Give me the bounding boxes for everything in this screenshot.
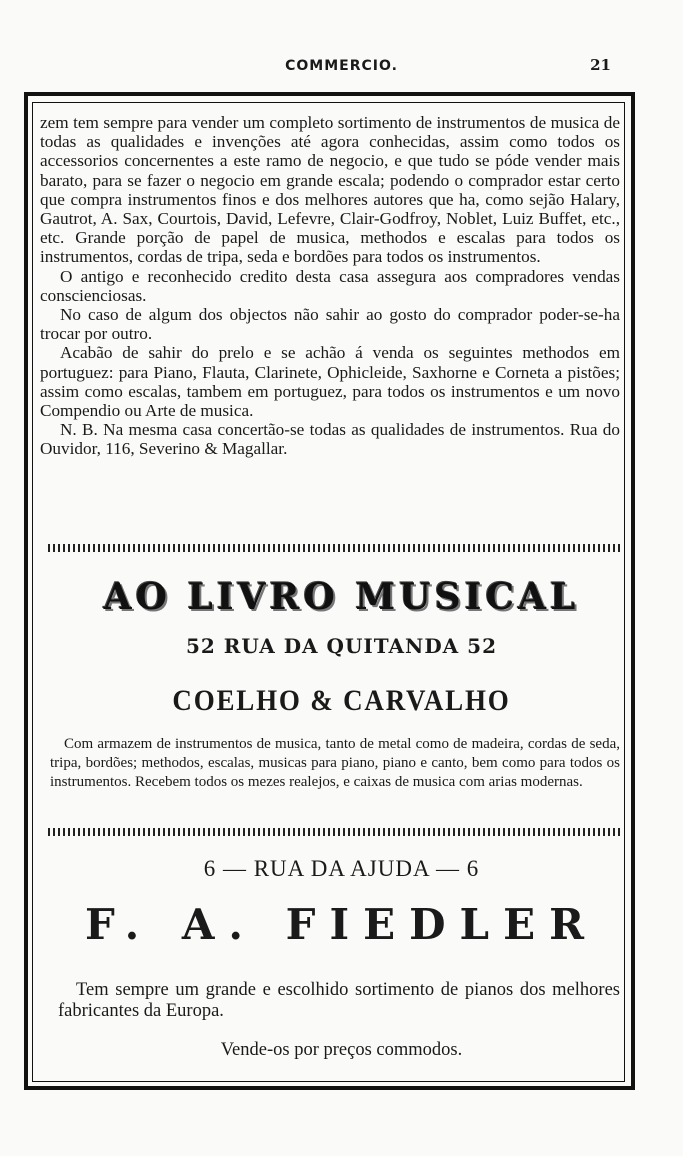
ad1-paragraph: zem tem sempre para vender um completo sortimento de instrumentos de musica de todas as qualidades e invenções até agora conhecidas, assim como todos os accessorios concernentes a este ramo de negocio, e que tudo se póde vender mais barato, para se fazer o negocio em grande escala; podendo o comprador estar certo que compra instrumentos finos e dos melhores autores que ha, como sejão Halary, Gautrot, A. Sax, Courtois, David, Lefevre, Clair-Godfroy, Noblet, Luiz Buffet, etc., etc. Grande porção de papel de musica, methodos e escalas para todos os instrumentos, cordas de tripa, seda e bordões para todos os instrumentos. bbox=[40, 113, 620, 267]
ad1-paragraph: No caso de algum dos objectos não sahir ao gosto do comprador poder-se-ha trocar por outro. bbox=[40, 305, 620, 344]
ad2-address: 52 RUA DA QUITANDA 52 bbox=[185, 634, 497, 658]
running-title: COMMERCIO. bbox=[285, 58, 398, 74]
ad1-paragraph: Acabão de sahir do prelo e se achão á venda os seguintes methodos em portuguez: para Piano, Flauta, Clarinete, Ophicleide, Saxhorne e Corneta a pistões; assim como escalas, tambem em portuguez, para todos os instrumentos e um novo Compendio ou Arte de musica. bbox=[40, 343, 620, 421]
advertisement-instruments-store bbox=[40, 113, 620, 459]
ad2-body bbox=[50, 735, 620, 792]
page-header bbox=[0, 56, 683, 80]
ad3-body bbox=[58, 980, 620, 1022]
ad2-body-text: Com armazem de instrumentos de musica, tanto de metal como de madeira, cordas de seda, tripa, bordões; methodos, escalas, musicas para piano, piano e canto, bem como para todos os instrumentos. Recebem todos os mezes realejos, e caixas de musica com arias modernas. bbox=[50, 736, 620, 790]
ad3-body-text: Tem sempre um grande e escolhido sortimento de pianos dos melhores fabricantes da Europa. bbox=[58, 980, 620, 1021]
ad1-paragraph: O antigo e reconhecido credito desta casa assegura aos compradores vendas conscienciosas. bbox=[40, 266, 620, 305]
ad3-address: 6 — RUA DA AJUDA — 6 bbox=[203, 856, 480, 881]
ad2-title: AO LIVRO MUSICAL bbox=[103, 576, 580, 618]
ad2-business-name: COELHO & CARVALHO bbox=[172, 684, 511, 717]
ad1-paragraph-nota-bene: N. B. Na mesma casa concertão-se todas as qualidades de instrumentos. Rua do Ouvidor, 116, Severino & Magallar. bbox=[40, 420, 620, 459]
ad3-footer: Vende-os por preços commodos. bbox=[220, 1040, 463, 1060]
ornamental-divider bbox=[48, 828, 620, 836]
ornamental-divider bbox=[48, 544, 620, 552]
page-number: 21 bbox=[590, 56, 611, 74]
ad3-business-name: F. A. FIEDLER bbox=[84, 900, 599, 949]
